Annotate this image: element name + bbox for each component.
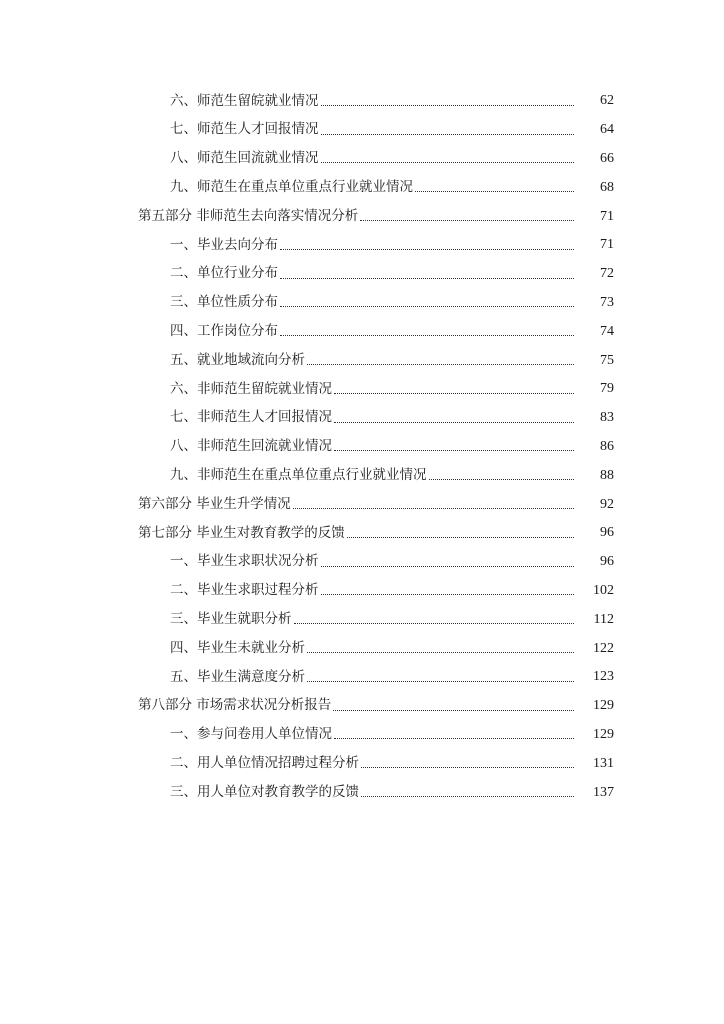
toc-subsection-entry[interactable] [0,461,724,490]
toc-subsection-entry[interactable] [0,87,724,116]
table-of-contents [0,87,724,807]
toc-dot-leader [307,652,574,653]
toc-subsection-entry[interactable] [0,116,724,145]
toc-dot-leader [333,710,574,711]
toc-entry-title: 第八部分 市场需求状况分析报告 [138,697,332,714]
toc-entry-title: 七、非师范生人才回报情况 [170,409,332,426]
toc-entry-title: 六、非师范生留皖就业情况 [170,380,332,397]
toc-page-number: 122 [593,640,614,656]
toc-entry-title: 五、毕业生满意度分析 [170,668,305,685]
toc-page-number: 71 [600,208,614,224]
toc-page-number: 102 [593,582,614,598]
toc-subsection-entry[interactable] [0,721,724,750]
toc-subsection-entry[interactable] [0,317,724,346]
toc-dot-leader [307,364,574,365]
toc-dot-leader [360,220,574,221]
toc-section-entry[interactable] [0,692,724,721]
toc-dot-leader [294,623,575,624]
toc-page-number: 129 [593,698,614,714]
toc-section-entry[interactable] [0,202,724,231]
toc-dot-leader [334,393,574,394]
toc-entry-title: 一、参与问卷用人单位情况 [170,726,332,743]
toc-page-number: 131 [593,755,614,771]
toc-subsection-entry[interactable] [0,634,724,663]
toc-entry-title: 一、毕业生求职状况分析 [170,553,319,570]
toc-dot-leader [347,537,574,538]
toc-page-number: 96 [600,554,614,570]
toc-subsection-entry[interactable] [0,749,724,778]
toc-entry-title: 三、单位性质分布 [170,294,278,311]
toc-subsection-entry[interactable] [0,577,724,606]
toc-subsection-entry[interactable] [0,260,724,289]
toc-page-number: 96 [600,525,614,541]
toc-page-number: 71 [600,237,614,253]
toc-dot-leader [293,508,574,509]
toc-page-number: 68 [600,179,614,195]
toc-page-number: 79 [600,381,614,397]
toc-subsection-entry[interactable] [0,346,724,375]
toc-dot-leader [280,335,574,336]
toc-subsection-entry[interactable] [0,548,724,577]
toc-dot-leader [361,767,574,768]
toc-page-number: 74 [600,323,614,339]
toc-subsection-entry[interactable] [0,778,724,807]
toc-entry-title: 三、用人单位对教育教学的反馈 [170,783,359,800]
toc-subsection-entry[interactable] [0,663,724,692]
toc-subsection-entry[interactable] [0,605,724,634]
toc-entry-title: 二、毕业生求职过程分析 [170,582,319,599]
toc-dot-leader [321,162,575,163]
toc-page-number: 62 [600,93,614,109]
toc-dot-leader [280,249,574,250]
toc-dot-leader [415,191,574,192]
toc-dot-leader [307,681,574,682]
toc-page-number: 83 [600,410,614,426]
toc-page-number: 92 [600,496,614,512]
toc-dot-leader [321,105,575,106]
toc-entry-title: 二、用人单位情况招聘过程分析 [170,754,359,771]
toc-entry-title: 九、非师范生在重点单位重点行业就业情况 [170,467,427,483]
toc-subsection-entry[interactable] [0,404,724,433]
toc-section-entry[interactable] [0,519,724,548]
toc-dot-leader [334,738,574,739]
toc-dot-leader [334,450,574,451]
toc-page-number: 112 [593,611,614,627]
toc-page-number: 88 [600,467,614,483]
toc-entry-title: 第六部分 毕业生升学情况 [138,495,291,512]
toc-page-number: 66 [600,150,614,166]
toc-page-number: 64 [600,122,614,138]
toc-subsection-entry[interactable] [0,289,724,318]
toc-dot-leader [321,566,575,567]
toc-page-number: 72 [600,266,614,282]
toc-subsection-entry[interactable] [0,375,724,404]
toc-dot-leader [334,422,574,423]
toc-entry-title: 五、就业地域流向分析 [170,351,305,368]
toc-dot-leader [321,134,575,135]
toc-entry-title: 三、毕业生就职分析 [170,610,292,627]
toc-dot-leader [361,796,574,797]
toc-section-entry[interactable] [0,490,724,519]
toc-entry-title: 九、师范生在重点单位重点行业就业情况 [170,179,413,196]
toc-dot-leader [321,594,575,595]
toc-subsection-entry[interactable] [0,145,724,174]
toc-entry-title: 八、师范生回流就业情况 [170,150,319,167]
toc-entry-title: 八、非师范生回流就业情况 [170,438,332,455]
toc-subsection-entry[interactable] [0,231,724,260]
toc-entry-title: 四、工作岗位分布 [170,323,278,340]
toc-entry-title: 二、单位行业分布 [170,265,278,282]
toc-entry-title: 第七部分 毕业生对教育教学的反馈 [138,524,345,541]
toc-entry-title: 第五部分 非师范生去向落实情况分析 [138,207,359,224]
toc-entry-title: 四、毕业生未就业分析 [170,639,305,656]
toc-page-number: 86 [600,438,614,454]
toc-page-number: 129 [593,726,614,742]
toc-entry-title: 一、毕业去向分布 [170,236,278,253]
toc-dot-leader [429,479,575,480]
toc-subsection-entry[interactable] [0,433,724,462]
toc-entry-title: 六、师范生留皖就业情况 [170,92,319,109]
toc-page-number: 75 [600,352,614,368]
toc-dot-leader [280,278,574,279]
toc-entry-title: 七、师范生人才回报情况 [170,121,319,138]
toc-subsection-entry[interactable] [0,173,724,202]
toc-dot-leader [280,306,574,307]
toc-page-number: 73 [600,294,614,310]
toc-page-number: 137 [593,784,614,800]
toc-page-number: 123 [593,669,614,685]
